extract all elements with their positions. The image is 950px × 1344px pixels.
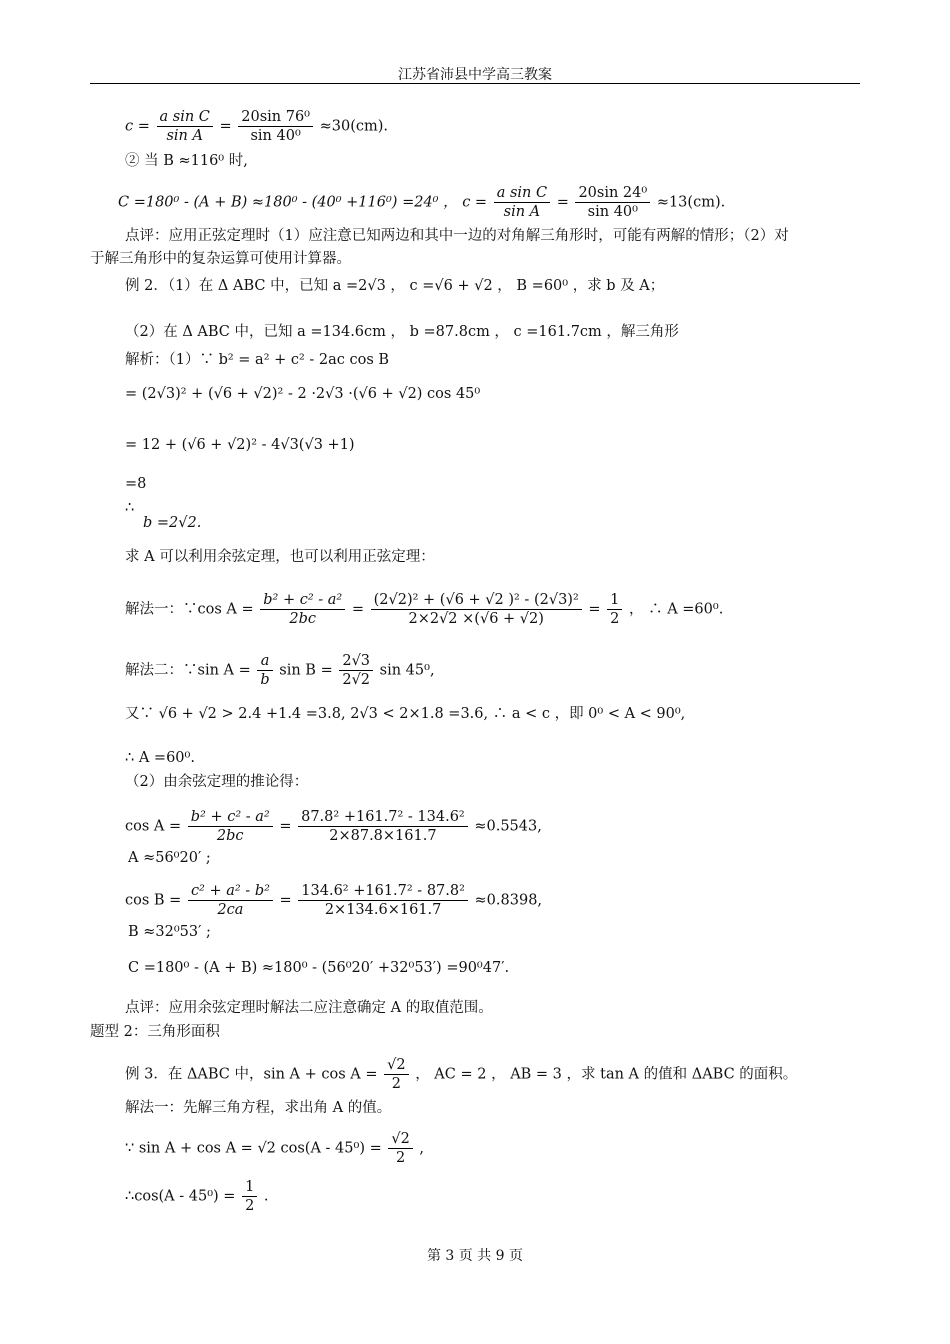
denominator: b [260,672,270,688]
denominator: sin A [166,128,203,144]
example-2-part-2: （2）在 Δ ABC 中，已知 a =134.6cm ， b =87.8cm ， c =161.7cm ，解三角形 [125,324,679,340]
denominator: 2 [391,1076,401,1092]
formula-text: ≈0.5543, [474,818,542,835]
denominator: 2 [245,1198,255,1214]
numerator: 2√3 [339,652,373,671]
formula-text: 解法一：∵cos A = [125,601,254,618]
formula-text: = [556,194,569,211]
cos-b-line [125,882,542,919]
cos-a-line [125,808,542,845]
formula-text: c = [125,118,150,135]
formula-text: C =180⁰ - (A + B) ≈180⁰ - (40⁰ +116⁰) =24⁰ ， [118,194,458,211]
formula-text: = [279,892,292,909]
formula-text: 解法二：∵sin A = [125,662,251,679]
example-3-line [125,1056,797,1093]
denominator: 2ca [217,902,244,918]
formula-text: = [219,118,232,135]
fraction [388,1130,412,1167]
example-3-step-1 [125,1130,424,1167]
method-intro: 求 A 可以利用余弦定理，也可以利用正弦定理： [125,549,435,565]
numerator: √2 [384,1056,408,1075]
formula-text: ∵ sin A + cos A = √2 cos(A - 45⁰) = [125,1140,382,1157]
numerator: √2 [388,1130,412,1149]
formula-text: , [419,1140,425,1157]
numerator: (2√2)² + (√6 + √2 )² - (2√3)² [371,591,582,610]
formula-text: = [351,601,364,618]
numerator: b² + c² - a² [260,591,345,610]
fraction [188,808,273,845]
formula-text: = [279,818,292,835]
angle-a-value: A ≈56⁰20′ ; [128,850,211,866]
formula-text: c = [462,194,488,211]
method-1-line [125,591,723,628]
formula-text: ≈30(cm). [319,118,389,135]
part-2-intro: （2）由余弦定理的推论得： [125,774,309,790]
formula-text: 例 3．在 ΔABC 中，sin A + cos A = [125,1066,378,1083]
denominator: sin 40⁰ [587,204,638,220]
numerator: a sin C [157,108,213,127]
formula-text: . [263,1188,269,1205]
fraction [260,591,345,628]
fraction [494,184,550,221]
fraction [157,108,213,145]
numerator: b² + c² - a² [188,808,273,827]
solution-line-3: = 12 + (√6 + √2)² - 4√3(√3 +1) [125,437,355,453]
denominator: 2 [395,1150,406,1166]
formula-c-2 [118,184,725,221]
comment-2: 点评：应用余弦定理时解法二应注意确定 A 的取值范围。 [125,1000,493,1016]
example-3-step-2 [125,1178,269,1215]
numerator: 134.6² +161.7² - 87.8² [298,882,468,901]
example-3-solution-intro: 解法一：先解三角方程，求出角 A 的值。 [125,1100,392,1116]
method-2-comparison: 又∵ √6 + √2 > 2.4 +1.4 =3.8, 2√3 < 2×1.8 =3.6, ∴ a < c ，即 0⁰ < A < 90⁰, [125,706,686,722]
page-footer: 第 3 页 共 9 页 [426,1248,524,1264]
formula-text: cos B = [125,892,182,909]
fraction [339,652,373,689]
fraction [188,882,273,919]
formula-text: sin 45⁰, [379,662,435,679]
solution-line-4: =8 [125,476,147,492]
numerator: 1 [242,1178,257,1197]
numerator: 1 [607,591,622,610]
section-heading-type-2: 题型 2：三角形面积 [90,1024,220,1040]
fraction [371,591,582,628]
denominator: 2 [610,611,620,627]
formula-text: ， ∴ A =60⁰. [628,601,724,618]
fraction [298,808,468,845]
fraction [575,184,650,221]
formula-text: ≈0.8398, [474,892,543,909]
fraction [238,108,313,145]
example-2-part-1: 例 2．（1）在 Δ ABC 中，已知 a =2√3 ， c =√6 + √2 ， B =60⁰ ，求 b 及 A； [125,278,665,294]
denominator: 2√2 [342,672,371,688]
fraction [384,1056,408,1093]
formula-text: cos A = [125,818,182,835]
numerator: 87.8² +161.7² - 134.6² [298,808,468,827]
denominator: 2×2√2 ×(√6 + √2) [408,611,544,627]
denominator: sin A [503,204,541,220]
therefore-symbol: ∴ [125,500,135,516]
method-2-line [125,652,435,689]
formula-text: ≈13(cm). [656,194,726,211]
fraction [257,652,272,689]
numerator: 20sin 76⁰ [238,108,313,127]
solution-line-2: = (2√3)² + (√6 + √2)² - 2 ·2√3 ·(√6 + √2) cos 45⁰ [125,386,481,402]
method-2-result: ∴ A =60⁰. [125,750,195,766]
denominator: 2×134.6×161.7 [324,902,442,918]
formula-c-1 [125,108,388,145]
header-rule [90,83,860,84]
numerator: a [257,652,272,671]
comment-1-line-a: 点评：应用正弦定理时（1）应注意已知两边和其中一边的对角解三角形时，可能有两解的情形；（2）对 [125,228,789,244]
page-header: 江苏省沛县中学高三教案 [398,67,552,83]
denominator: 2bc [216,828,244,844]
solution-line-1: 解析：（1）∵ b² = a² + c² - 2ac cos B [125,352,390,368]
angle-b-value: B ≈32⁰53′ ; [128,924,211,940]
denominator: 2bc [289,611,317,627]
numerator: a sin C [494,184,550,203]
solution-b-value: b =2√2. [143,515,202,531]
formula-text: ， AC = 2 ， AB = 3 ，求 tan A 的值和 ΔABC 的面积。 [415,1066,798,1083]
denominator: 2×87.8×161.7 [329,828,437,844]
denominator: sin 40⁰ [250,128,301,144]
fraction [242,1178,257,1215]
angle-c-value: C =180⁰ - (A + B) ≈180⁰ - (56⁰20′ +32⁰53′) =90⁰47′. [128,960,510,976]
numerator: 20sin 24⁰ [575,184,650,203]
comment-1-line-b: 于解三角形中的复杂运算可使用计算器。 [90,251,351,267]
fraction [298,882,468,919]
numerator: c² + a² - b² [188,882,273,901]
case-two-line: ② 当 B ≈116⁰ 时, [125,153,248,169]
formula-text: ∴cos(A - 45⁰) = [125,1188,236,1205]
fraction [607,591,622,628]
formula-text: sin B = [279,662,333,679]
formula-text: = [588,601,601,618]
